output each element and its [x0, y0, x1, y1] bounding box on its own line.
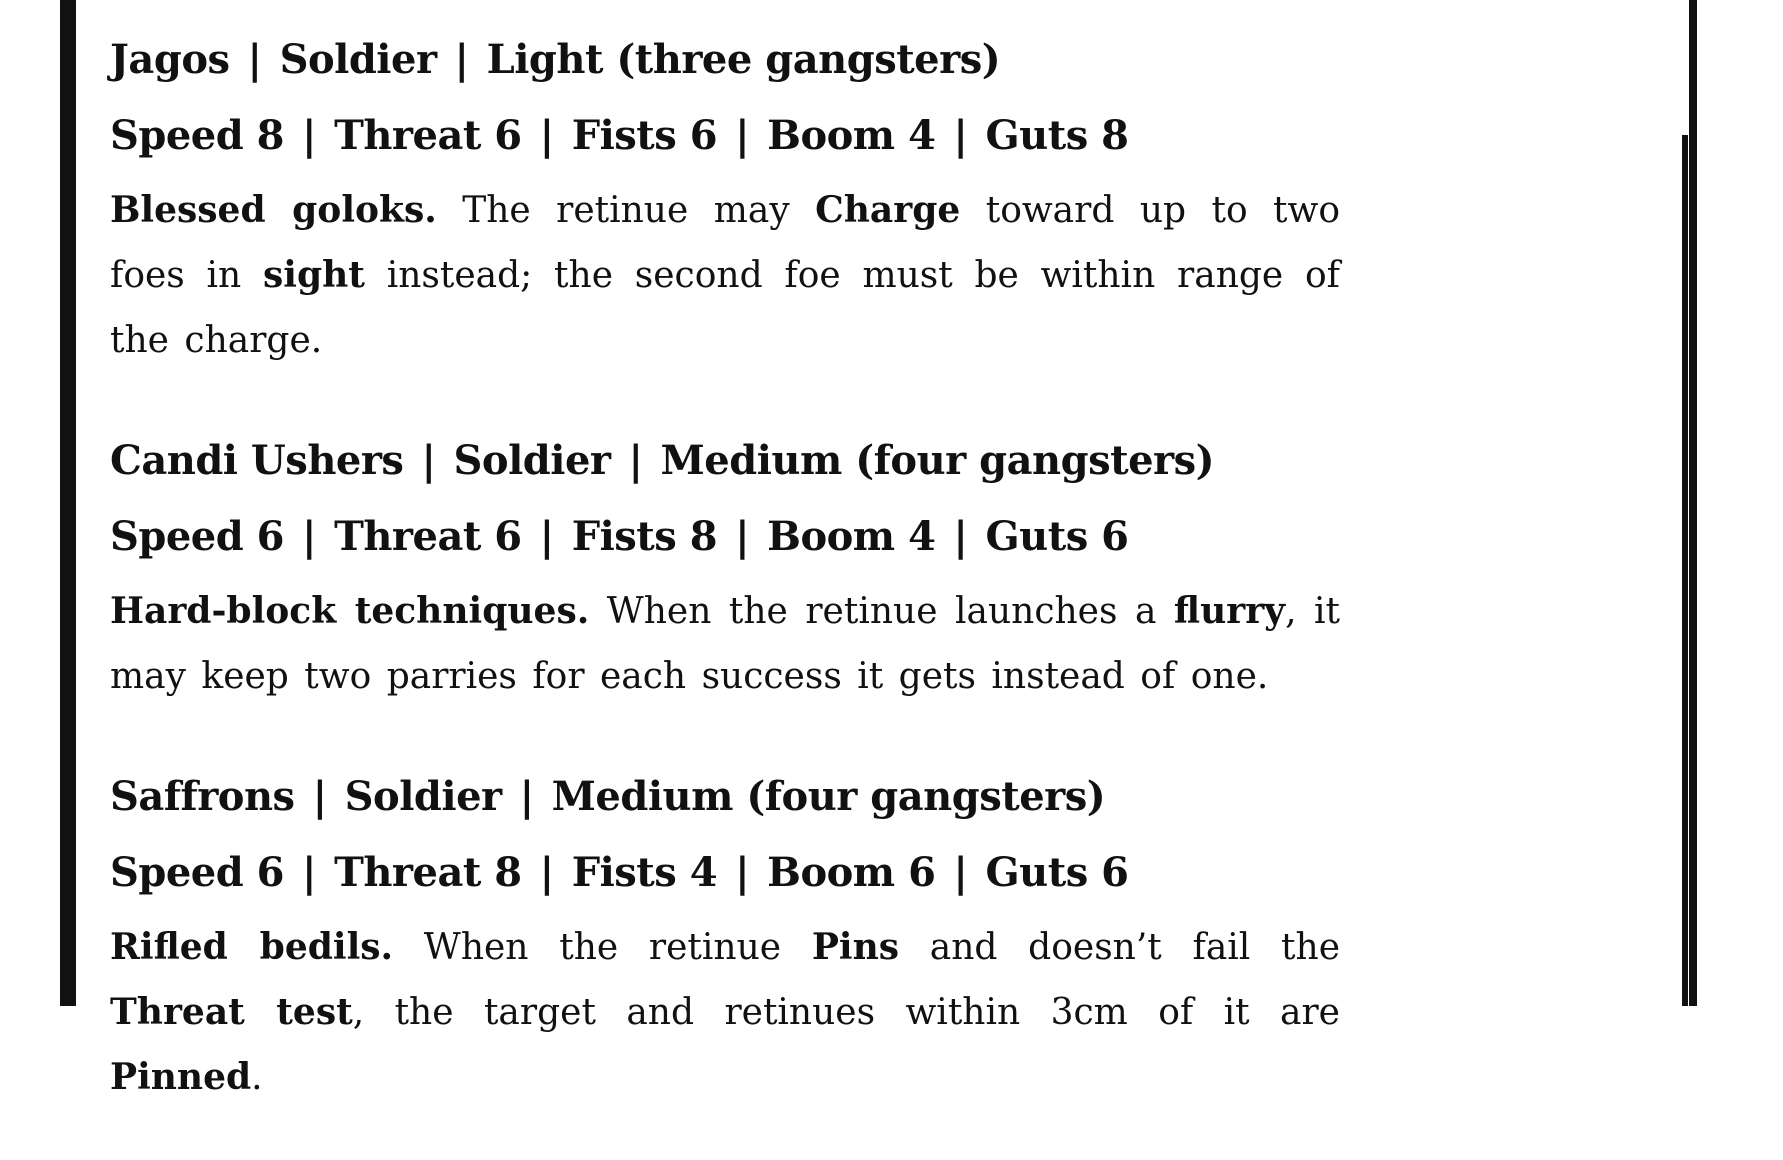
- separator: |: [628, 437, 643, 484]
- retinue-header: [110, 423, 1340, 499]
- retinue-stats: [110, 835, 1340, 911]
- retinue-ability: [110, 178, 1340, 373]
- separator: |: [302, 513, 317, 560]
- stat-speed: Speed 6: [110, 849, 285, 896]
- retinue-header: [110, 22, 1340, 98]
- separator: |: [247, 36, 262, 83]
- stat-guts: Guts 6: [985, 513, 1129, 560]
- retinue-entry: [110, 423, 1340, 709]
- stat-boom: Boom 6: [767, 849, 936, 896]
- retinue-role: Soldier: [279, 36, 437, 83]
- separator: |: [539, 513, 554, 560]
- separator: |: [735, 513, 750, 560]
- page-right-border: [1689, 0, 1697, 1006]
- separator: |: [312, 773, 327, 820]
- ability-text: and doesn’t fail the: [899, 927, 1341, 968]
- ability-text: , it may keep two parries for each success it gets instead of one.: [110, 591, 1340, 697]
- stat-threat: Threat 6: [334, 513, 522, 560]
- ability-text: .: [251, 1057, 263, 1098]
- separator: |: [454, 36, 469, 83]
- ability-keyword: Pinned: [110, 1056, 252, 1098]
- ability-text: When the retinue launches a: [589, 591, 1174, 632]
- separator: |: [735, 112, 750, 159]
- retinue-role: Soldier: [453, 437, 611, 484]
- scrollbar-track[interactable]: [1682, 135, 1688, 1006]
- stat-speed: Speed 8: [110, 112, 285, 159]
- retinue-size: Medium (four gangsters): [551, 773, 1106, 820]
- retinue-name: Saffrons: [110, 773, 295, 820]
- separator: |: [735, 849, 750, 896]
- page-left-border: [60, 0, 76, 1006]
- retinue-size: Medium (four gangsters): [660, 437, 1215, 484]
- retinue-ability: [110, 579, 1340, 709]
- stat-guts: Guts 8: [985, 112, 1129, 159]
- retinue-ability: [110, 915, 1340, 1110]
- stat-speed: Speed 6: [110, 513, 285, 560]
- stat-threat: Threat 8: [334, 849, 522, 896]
- separator: |: [953, 513, 968, 560]
- separator: |: [953, 849, 968, 896]
- stat-boom: Boom 4: [767, 513, 936, 560]
- ability-keyword: Pins: [811, 926, 900, 968]
- ability-text: The retinue may: [436, 190, 816, 231]
- separator: |: [519, 773, 534, 820]
- stat-fists: Fists 4: [571, 849, 718, 896]
- separator: |: [953, 112, 968, 159]
- separator: |: [302, 849, 317, 896]
- ability-text: instead; the second foe must be within range of the charge.: [110, 255, 1340, 361]
- retinue-header: [110, 759, 1340, 835]
- stat-guts: Guts 6: [985, 849, 1129, 896]
- retinue-stats: [110, 98, 1340, 174]
- separator: |: [302, 112, 317, 159]
- retinue-role: Soldier: [344, 773, 502, 820]
- retinue-entry: [110, 759, 1340, 1110]
- ability-text: toward up to two foes in: [110, 190, 1340, 296]
- stat-fists: Fists 8: [571, 513, 718, 560]
- ability-title: Blessed goloks.: [110, 189, 437, 231]
- ability-keyword: sight: [263, 254, 365, 296]
- ability-keyword: Threat test: [110, 991, 353, 1033]
- ability-title: Rifled bedils.: [110, 926, 394, 968]
- retinue-entry: [110, 22, 1340, 373]
- ability-keyword: flurry: [1173, 590, 1286, 632]
- retinue-stats: [110, 499, 1340, 575]
- ability-text: When the retinue: [393, 927, 812, 968]
- stat-threat: Threat 6: [334, 112, 522, 159]
- separator: |: [539, 849, 554, 896]
- retinue-name: Jagos: [110, 36, 230, 83]
- retinue-size: Light (three gangsters): [486, 36, 1001, 83]
- stat-fists: Fists 6: [571, 112, 718, 159]
- separator: |: [421, 437, 436, 484]
- retinue-name: Candi Ushers: [110, 437, 404, 484]
- ability-text: , the target and retinues within 3cm of it are: [352, 992, 1340, 1033]
- separator: |: [539, 112, 554, 159]
- stat-boom: Boom 4: [767, 112, 936, 159]
- ability-keyword: Charge: [815, 189, 961, 231]
- retinue-list: [110, 22, 1340, 1160]
- ability-title: Hard-block techniques.: [110, 590, 590, 632]
